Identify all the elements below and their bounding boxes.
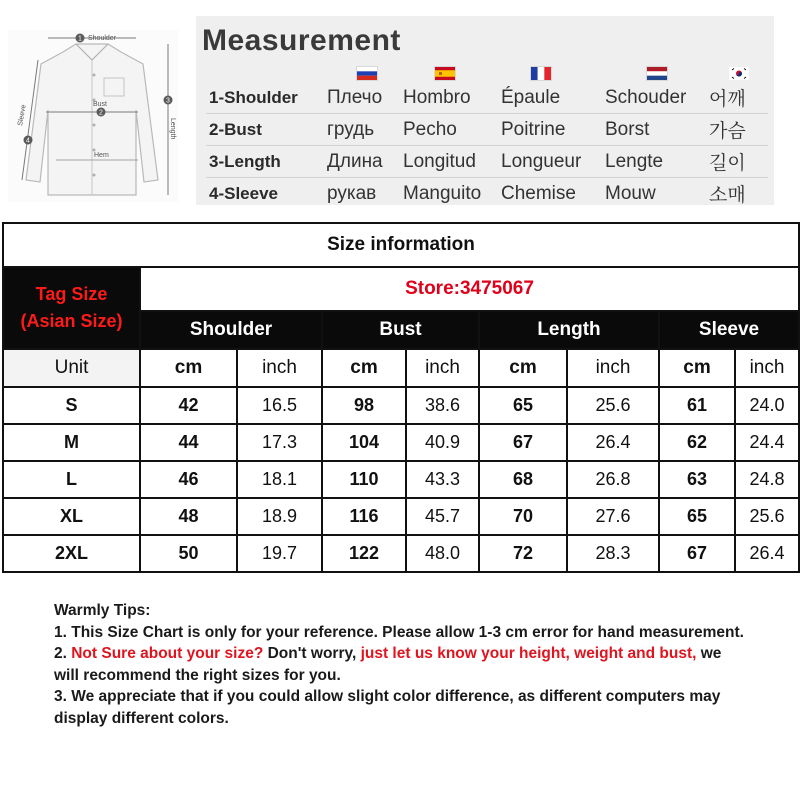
store-id: Store:3475067 [140,267,799,311]
netherlands-flag-icon [646,66,668,81]
russia-flag-icon [356,66,378,81]
size-info-title-row [3,223,799,267]
tip-2-request: just let us know your height, weight and bust, [360,645,697,662]
measurement-title: Measurement [202,24,401,57]
tag-size-label: Tag Size [35,284,108,304]
group-length: Length [479,311,659,349]
svg-text:3: 3 [166,97,170,105]
tip-2-question: Not Sure about your size? [71,645,264,662]
shoulder-label: Shoulder [88,35,117,42]
group-bust: Bust [322,311,479,349]
asian-size-label: (Asian Size) [20,311,123,331]
translation-row: 4-Sleeve рукав Manguito Chemise Mouw 소매 [209,182,746,206]
store-row [3,267,799,311]
length-label: Length [169,118,176,140]
table-row: L 46 18.1 110 43.3 68 26.8 63 24.8 [3,461,799,498]
translation-row: 1-Shoulder Плечо Hombro Épaule Schouder 어깨 [206,82,768,114]
measurement-panel [196,16,774,205]
table-row: M 44 17.3 104 40.9 67 26.4 62 24.4 [3,424,799,461]
tip-1: 1. This Size Chart is only for your reference. Please allow 1-3 cm error for hand measurement. [54,623,744,641]
size-info-title: Size information [3,223,799,267]
measurement-translation-table [206,82,768,209]
sleeve-label: Sleeve [17,104,28,127]
top-section [0,0,800,205]
warmly-tips [54,600,744,729]
hem-label: Hem [94,152,109,159]
table-row: S 42 16.5 98 38.6 65 25.6 61 24.0 [3,387,799,424]
size-information-table [2,222,800,573]
bust-label: Bust [93,101,108,108]
svg-text:4: 4 [26,137,30,145]
tag-size-header [3,267,140,349]
unit-label: Unit [3,349,140,387]
tip-2: 2. Not Sure about your size? Don't worry, just let us know your height, weight and bust, we will recommend the right sizes for you. [54,645,722,684]
svg-text:2: 2 [99,109,103,117]
tip-3: 3. We appreciate that if you could allow slight color difference, as different computers may display different colors. [54,688,721,727]
shirt-illustration [8,30,178,202]
france-flag-icon [530,66,552,81]
shirt-diagram [8,30,178,202]
korea-flag-icon [728,66,750,81]
translation-row: 3-Length Длина Longitud Longueur Lengte 길이 [206,146,768,178]
svg-text:1: 1 [78,35,82,43]
unit-row: Unit cm inch cm inch cm inch cm inch [3,349,799,387]
group-shoulder: Shoulder [140,311,322,349]
tips-heading: Warmly Tips: [54,602,151,619]
translation-row: 2-Bust грудь Pecho Poitrine Borst 가슴 [206,114,768,146]
table-row: XL 48 18.9 116 45.7 70 27.6 65 25.6 [3,498,799,535]
group-sleeve: Sleeve [659,311,799,349]
table-row: 2XL 50 19.7 122 48.0 72 28.3 67 26.4 [3,535,799,572]
spain-flag-icon [434,66,456,81]
